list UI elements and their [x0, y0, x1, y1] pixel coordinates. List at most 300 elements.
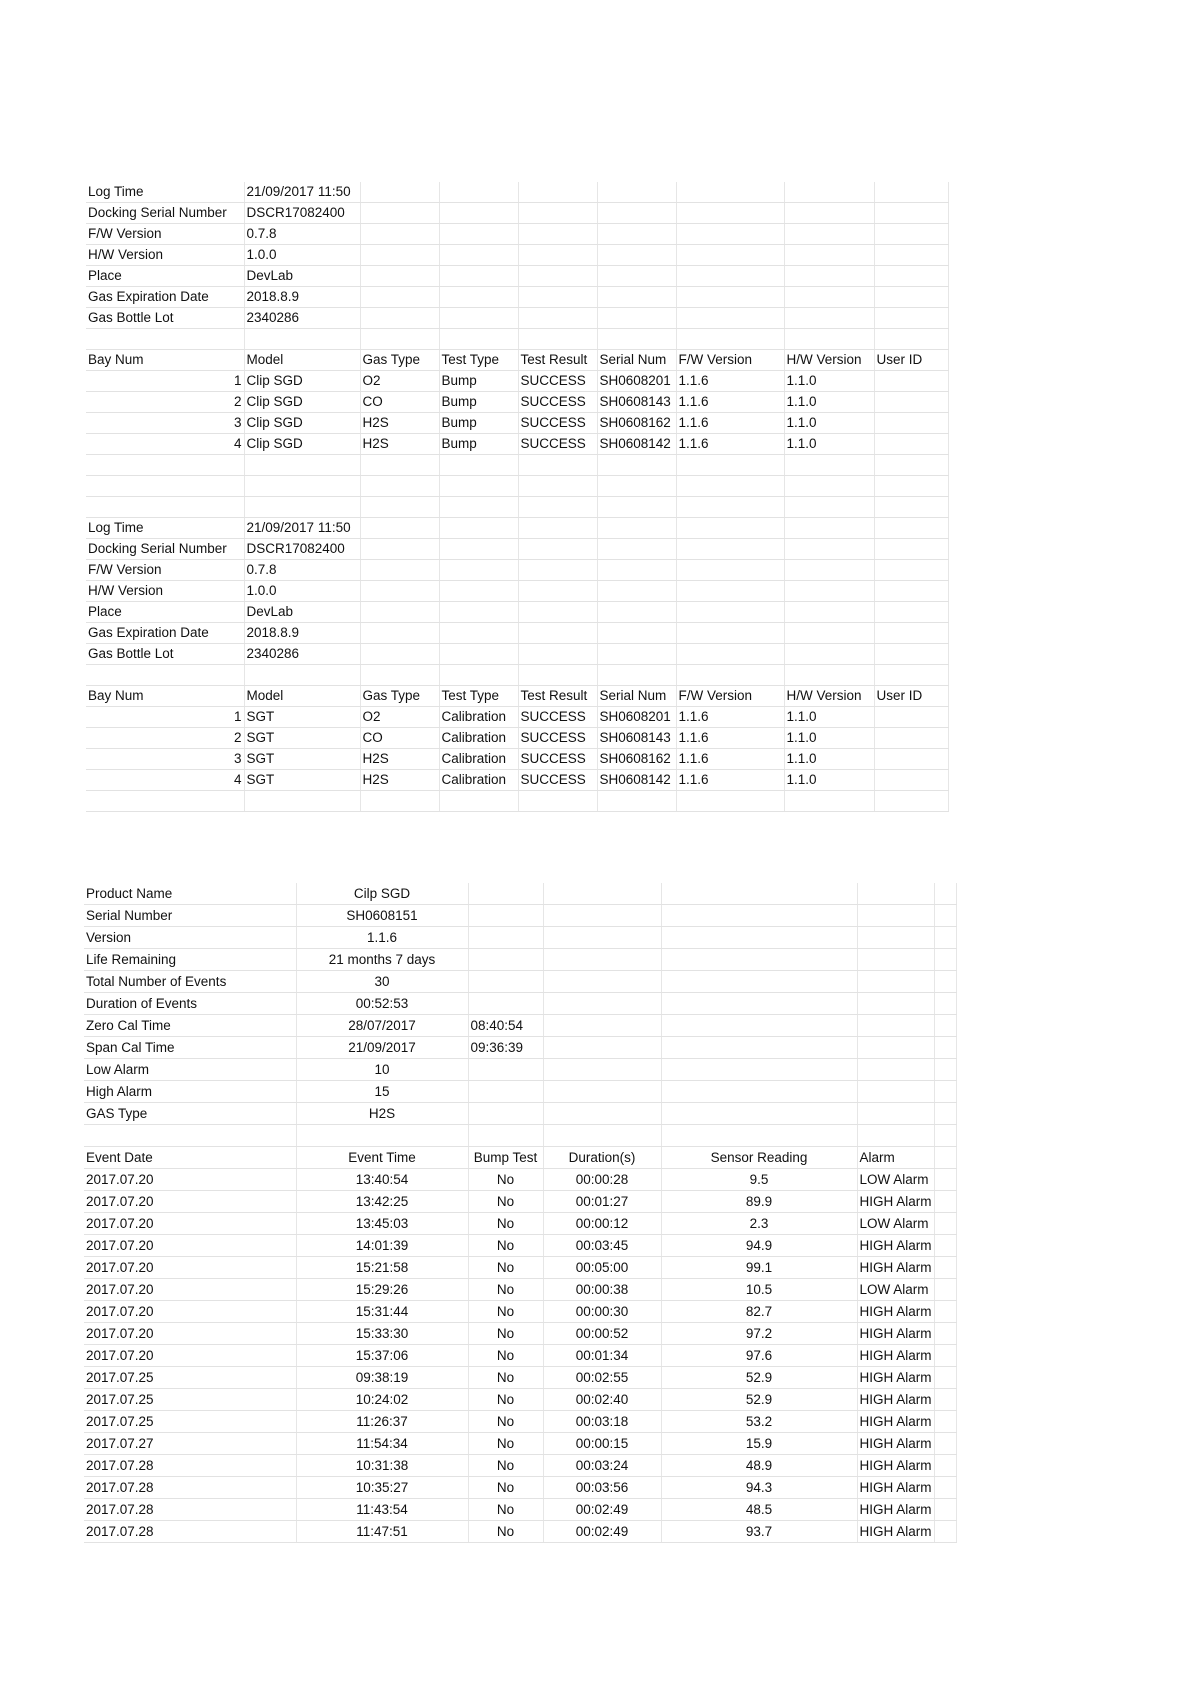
empty-cell — [874, 518, 948, 539]
info-row — [86, 287, 948, 308]
event-alarm-cell: HIGH Alarm — [857, 1521, 934, 1543]
empty-cell — [86, 665, 244, 686]
empty-cell — [857, 1059, 934, 1081]
event-reading-cell: 9.5 — [661, 1169, 857, 1191]
event-row — [84, 1521, 956, 1543]
product-info-extra — [468, 993, 543, 1015]
empty-cell — [934, 1037, 956, 1059]
empty-cell — [874, 308, 948, 329]
event-bump-cell: No — [468, 1367, 543, 1389]
empty-cell — [84, 1125, 296, 1147]
empty-cell — [518, 308, 597, 329]
event-duration-cell: 00:00:28 — [543, 1169, 661, 1191]
info-label: Gas Expiration Date — [86, 623, 244, 644]
empty-cell — [661, 1037, 857, 1059]
empty-cell — [934, 883, 956, 905]
event-date-cell: 2017.07.20 — [84, 1213, 296, 1235]
result-cell: SUCCESS — [518, 392, 597, 413]
model-cell: Clip SGD — [244, 413, 360, 434]
info-value: 0.7.8 — [244, 560, 360, 581]
empty-cell — [360, 539, 439, 560]
event-bump-cell: No — [468, 1499, 543, 1521]
empty-cell — [543, 927, 661, 949]
event-row — [84, 1301, 956, 1323]
product-info-extra — [468, 927, 543, 949]
product-info-value: 28/07/2017 — [296, 1015, 468, 1037]
empty-cell — [874, 602, 948, 623]
empty-cell — [661, 905, 857, 927]
empty-cell — [597, 560, 676, 581]
gas-cell: H2S — [360, 434, 439, 455]
event-alarm-cell: HIGH Alarm — [857, 1477, 934, 1499]
event-alarm-cell: HIGH Alarm — [857, 1389, 934, 1411]
event-duration-cell: 00:00:12 — [543, 1213, 661, 1235]
empty-cell — [518, 287, 597, 308]
event-row — [84, 1279, 956, 1301]
blank-row — [86, 476, 948, 497]
empty-cell — [676, 203, 784, 224]
serial-cell: SH0608201 — [597, 707, 676, 728]
gas-cell: CO — [360, 392, 439, 413]
empty-cell — [934, 1411, 956, 1433]
empty-cell — [597, 245, 676, 266]
event-date-cell: 2017.07.28 — [84, 1521, 296, 1543]
product-info-value: SH0608151 — [296, 905, 468, 927]
event-duration-cell: 00:01:27 — [543, 1191, 661, 1213]
blank-row — [86, 665, 948, 686]
product-info-extra — [468, 883, 543, 905]
column-header: Event Time — [296, 1147, 468, 1169]
empty-cell — [543, 971, 661, 993]
event-alarm-cell: LOW Alarm — [857, 1213, 934, 1235]
event-reading-cell: 93.7 — [661, 1521, 857, 1543]
empty-cell — [597, 644, 676, 665]
table-row — [86, 392, 948, 413]
empty-cell — [661, 1015, 857, 1037]
event-row — [84, 1235, 956, 1257]
product-event-table — [84, 883, 957, 1543]
empty-cell — [439, 266, 518, 287]
empty-cell — [244, 497, 360, 518]
empty-cell — [543, 905, 661, 927]
column-header: H/W Version — [784, 686, 874, 707]
event-duration-cell: 00:01:34 — [543, 1345, 661, 1367]
model-cell: SGT — [244, 707, 360, 728]
event-time-cell: 13:40:54 — [296, 1169, 468, 1191]
empty-cell — [676, 539, 784, 560]
hw-cell: 1.1.0 — [784, 392, 874, 413]
empty-cell — [597, 665, 676, 686]
info-value: 2340286 — [244, 308, 360, 329]
empty-cell — [439, 791, 518, 812]
event-bump-cell: No — [468, 1257, 543, 1279]
docking-log-table-1 — [86, 182, 949, 518]
event-date-cell: 2017.07.28 — [84, 1499, 296, 1521]
event-date-cell: 2017.07.20 — [84, 1323, 296, 1345]
empty-cell — [543, 1015, 661, 1037]
empty-cell — [874, 497, 948, 518]
product-info-row — [84, 927, 956, 949]
event-reading-cell: 48.5 — [661, 1499, 857, 1521]
empty-cell — [784, 497, 874, 518]
empty-cell — [597, 497, 676, 518]
event-alarm-cell: HIGH Alarm — [857, 1367, 934, 1389]
event-time-cell: 14:01:39 — [296, 1235, 468, 1257]
event-date-cell: 2017.07.20 — [84, 1169, 296, 1191]
model-cell: Clip SGD — [244, 371, 360, 392]
empty-cell — [543, 993, 661, 1015]
info-value: 21/09/2017 11:50 — [244, 182, 360, 203]
empty-cell — [661, 927, 857, 949]
empty-cell — [934, 1103, 956, 1125]
bay-cell: 1 — [86, 707, 244, 728]
result-cell: SUCCESS — [518, 413, 597, 434]
product-info-value: 10 — [296, 1059, 468, 1081]
serial-cell: SH0608162 — [597, 749, 676, 770]
empty-cell — [86, 791, 244, 812]
event-time-cell: 15:37:06 — [296, 1345, 468, 1367]
info-label: Gas Expiration Date — [86, 287, 244, 308]
empty-cell — [784, 560, 874, 581]
empty-cell — [518, 182, 597, 203]
empty-cell — [934, 1323, 956, 1345]
empty-cell — [934, 949, 956, 971]
event-duration-cell: 00:02:55 — [543, 1367, 661, 1389]
empty-cell — [518, 497, 597, 518]
empty-cell — [676, 245, 784, 266]
bay-cell: 4 — [86, 770, 244, 791]
event-reading-cell: 15.9 — [661, 1433, 857, 1455]
event-date-cell: 2017.07.25 — [84, 1411, 296, 1433]
product-info-row — [84, 905, 956, 927]
empty-cell — [360, 791, 439, 812]
empty-cell — [874, 287, 948, 308]
blank-row — [86, 791, 948, 812]
empty-cell — [439, 581, 518, 602]
empty-cell — [518, 581, 597, 602]
column-header: Test Result — [518, 350, 597, 371]
empty-cell — [784, 203, 874, 224]
product-info-extra — [468, 905, 543, 927]
empty-cell — [676, 287, 784, 308]
product-info-extra — [468, 1081, 543, 1103]
empty-cell — [661, 971, 857, 993]
event-alarm-cell: HIGH Alarm — [857, 1191, 934, 1213]
model-cell: SGT — [244, 770, 360, 791]
fw-cell: 1.1.6 — [676, 392, 784, 413]
table-row — [86, 707, 948, 728]
info-value: 2018.8.9 — [244, 623, 360, 644]
product-info-label: Life Remaining — [84, 949, 296, 971]
product-info-row — [84, 1103, 956, 1125]
product-info-extra: 09:36:39 — [468, 1037, 543, 1059]
fw-cell: 1.1.6 — [676, 434, 784, 455]
empty-cell — [784, 266, 874, 287]
empty-cell — [934, 1257, 956, 1279]
event-time-cell: 11:43:54 — [296, 1499, 468, 1521]
info-value: 1.0.0 — [244, 245, 360, 266]
empty-cell — [518, 791, 597, 812]
info-label: H/W Version — [86, 245, 244, 266]
empty-cell — [543, 1059, 661, 1081]
fw-cell: 1.1.6 — [676, 728, 784, 749]
product-info-value: 15 — [296, 1081, 468, 1103]
empty-cell — [934, 1477, 956, 1499]
empty-cell — [543, 1103, 661, 1125]
event-row — [84, 1367, 956, 1389]
event-bump-cell: No — [468, 1301, 543, 1323]
empty-cell — [244, 665, 360, 686]
column-header: User ID — [874, 686, 948, 707]
info-row — [86, 560, 948, 581]
empty-cell — [661, 1125, 857, 1147]
gas-cell: H2S — [360, 413, 439, 434]
table-row — [86, 371, 948, 392]
empty-cell — [360, 644, 439, 665]
product-info-row — [84, 1059, 956, 1081]
empty-cell — [360, 182, 439, 203]
product-info-label: GAS Type — [84, 1103, 296, 1125]
empty-cell — [360, 602, 439, 623]
column-header: Model — [244, 350, 360, 371]
event-alarm-cell: HIGH Alarm — [857, 1257, 934, 1279]
empty-cell — [661, 1081, 857, 1103]
hw-cell: 1.1.0 — [784, 371, 874, 392]
result-cell: SUCCESS — [518, 434, 597, 455]
product-info-row — [84, 1081, 956, 1103]
empty-cell — [439, 203, 518, 224]
result-cell: SUCCESS — [518, 728, 597, 749]
event-reading-cell: 94.9 — [661, 1235, 857, 1257]
event-row — [84, 1389, 956, 1411]
empty-cell — [934, 1191, 956, 1213]
bay-cell: 1 — [86, 371, 244, 392]
info-value: DevLab — [244, 602, 360, 623]
event-time-cell: 11:47:51 — [296, 1521, 468, 1543]
event-alarm-cell: HIGH Alarm — [857, 1455, 934, 1477]
empty-cell — [874, 266, 948, 287]
event-alarm-cell: HIGH Alarm — [857, 1411, 934, 1433]
column-header: Model — [244, 686, 360, 707]
product-info-value: 30 — [296, 971, 468, 993]
event-reading-cell: 2.3 — [661, 1213, 857, 1235]
product-info-extra — [468, 1103, 543, 1125]
serial-cell: SH0608142 — [597, 770, 676, 791]
empty-cell — [597, 329, 676, 350]
blank-row — [86, 497, 948, 518]
info-label: Log Time — [86, 182, 244, 203]
event-time-cell: 11:26:37 — [296, 1411, 468, 1433]
empty-cell — [439, 224, 518, 245]
event-date-cell: 2017.07.20 — [84, 1301, 296, 1323]
product-info-extra: 08:40:54 — [468, 1015, 543, 1037]
empty-cell — [597, 791, 676, 812]
info-row — [86, 539, 948, 560]
event-duration-cell: 00:05:00 — [543, 1257, 661, 1279]
empty-cell — [244, 329, 360, 350]
event-reading-cell: 10.5 — [661, 1279, 857, 1301]
event-time-cell: 10:35:27 — [296, 1477, 468, 1499]
column-header: Bump Test — [468, 1147, 543, 1169]
serial-cell: SH0608162 — [597, 413, 676, 434]
product-info-label: High Alarm — [84, 1081, 296, 1103]
type-cell: Calibration — [439, 728, 518, 749]
empty-cell — [439, 497, 518, 518]
empty-cell — [597, 623, 676, 644]
event-reading-cell: 48.9 — [661, 1455, 857, 1477]
gas-cell: O2 — [360, 371, 439, 392]
product-info-value: 21/09/2017 — [296, 1037, 468, 1059]
empty-cell — [244, 455, 360, 476]
column-header: F/W Version — [676, 686, 784, 707]
event-time-cell: 15:31:44 — [296, 1301, 468, 1323]
event-duration-cell: 00:02:40 — [543, 1389, 661, 1411]
event-date-cell: 2017.07.25 — [84, 1367, 296, 1389]
info-label: Gas Bottle Lot — [86, 644, 244, 665]
result-cell: SUCCESS — [518, 707, 597, 728]
event-row — [84, 1169, 956, 1191]
event-row — [84, 1345, 956, 1367]
empty-cell — [857, 1015, 934, 1037]
serial-cell: SH0608143 — [597, 728, 676, 749]
product-info-label: Duration of Events — [84, 993, 296, 1015]
user-cell — [874, 749, 948, 770]
event-reading-cell: 97.2 — [661, 1323, 857, 1345]
empty-cell — [597, 224, 676, 245]
empty-cell — [874, 245, 948, 266]
gas-cell: O2 — [360, 707, 439, 728]
empty-cell — [360, 287, 439, 308]
empty-cell — [518, 203, 597, 224]
empty-cell — [439, 455, 518, 476]
info-row — [86, 224, 948, 245]
column-header: F/W Version — [676, 350, 784, 371]
empty-cell — [439, 539, 518, 560]
hw-cell: 1.1.0 — [784, 413, 874, 434]
empty-cell — [439, 329, 518, 350]
model-cell: SGT — [244, 728, 360, 749]
info-value: DSCR17082400 — [244, 203, 360, 224]
product-info-value: H2S — [296, 1103, 468, 1125]
user-cell — [874, 770, 948, 791]
event-bump-cell: No — [468, 1323, 543, 1345]
column-header: Gas Type — [360, 686, 439, 707]
info-row — [86, 266, 948, 287]
empty-cell — [439, 476, 518, 497]
empty-cell — [676, 308, 784, 329]
header-row — [86, 686, 948, 707]
bay-cell: 2 — [86, 392, 244, 413]
event-row — [84, 1191, 956, 1213]
hw-cell: 1.1.0 — [784, 749, 874, 770]
empty-cell — [86, 455, 244, 476]
bay-cell: 2 — [86, 728, 244, 749]
empty-cell — [360, 245, 439, 266]
empty-cell — [676, 665, 784, 686]
empty-cell — [597, 602, 676, 623]
event-duration-cell: 00:02:49 — [543, 1521, 661, 1543]
empty-cell — [874, 182, 948, 203]
product-info-extra — [468, 971, 543, 993]
user-cell — [874, 434, 948, 455]
empty-cell — [597, 518, 676, 539]
empty-cell — [874, 791, 948, 812]
info-label: F/W Version — [86, 560, 244, 581]
event-date-cell: 2017.07.25 — [84, 1389, 296, 1411]
empty-cell — [518, 518, 597, 539]
table-row — [86, 728, 948, 749]
empty-cell — [296, 1125, 468, 1147]
hw-cell: 1.1.0 — [784, 434, 874, 455]
empty-cell — [661, 949, 857, 971]
empty-cell — [360, 476, 439, 497]
product-info-row — [84, 949, 956, 971]
empty-cell — [934, 1433, 956, 1455]
table-row — [86, 770, 948, 791]
empty-cell — [661, 993, 857, 1015]
empty-cell — [661, 883, 857, 905]
empty-cell — [439, 623, 518, 644]
info-value: DevLab — [244, 266, 360, 287]
empty-cell — [676, 791, 784, 812]
empty-cell — [934, 1081, 956, 1103]
empty-cell — [874, 455, 948, 476]
empty-cell — [439, 560, 518, 581]
empty-cell — [360, 497, 439, 518]
event-date-cell: 2017.07.20 — [84, 1191, 296, 1213]
model-cell: Clip SGD — [244, 434, 360, 455]
empty-cell — [784, 644, 874, 665]
user-cell — [874, 413, 948, 434]
info-row — [86, 518, 948, 539]
type-cell: Calibration — [439, 749, 518, 770]
info-value: 2340286 — [244, 644, 360, 665]
result-cell: SUCCESS — [518, 749, 597, 770]
event-date-cell: 2017.07.28 — [84, 1477, 296, 1499]
serial-cell: SH0608142 — [597, 434, 676, 455]
hw-cell: 1.1.0 — [784, 770, 874, 791]
empty-cell — [518, 539, 597, 560]
event-row — [84, 1257, 956, 1279]
empty-cell — [597, 476, 676, 497]
info-row — [86, 581, 948, 602]
empty-cell — [518, 602, 597, 623]
empty-cell — [934, 1059, 956, 1081]
empty-cell — [543, 1081, 661, 1103]
empty-cell — [874, 665, 948, 686]
empty-cell — [360, 560, 439, 581]
empty-cell — [857, 905, 934, 927]
empty-cell — [784, 455, 874, 476]
type-cell: Bump — [439, 392, 518, 413]
empty-cell — [934, 1235, 956, 1257]
empty-cell — [934, 1301, 956, 1323]
empty-cell — [676, 224, 784, 245]
info-label: Log Time — [86, 518, 244, 539]
blank-row — [86, 329, 948, 350]
product-info-extra — [468, 949, 543, 971]
result-cell: SUCCESS — [518, 371, 597, 392]
event-row — [84, 1433, 956, 1455]
empty-cell — [439, 245, 518, 266]
info-row — [86, 602, 948, 623]
empty-cell — [857, 927, 934, 949]
empty-cell — [86, 476, 244, 497]
empty-cell — [784, 287, 874, 308]
event-alarm-cell: HIGH Alarm — [857, 1301, 934, 1323]
event-date-cell: 2017.07.20 — [84, 1279, 296, 1301]
event-row — [84, 1323, 956, 1345]
